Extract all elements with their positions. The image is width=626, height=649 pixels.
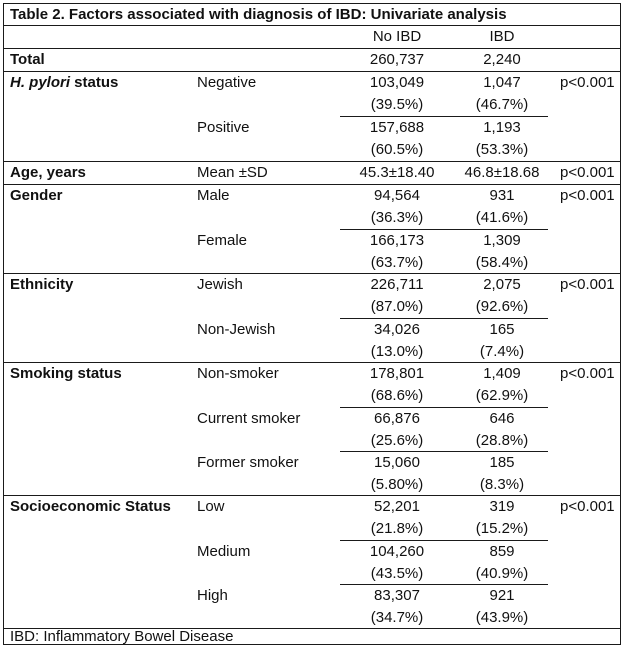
ses-sub-high: High [197,587,228,604]
age-p-value: p<0.001 [560,164,615,181]
value-count: 1,193 [483,119,521,136]
value-percent: (63.7%) [370,254,424,271]
value-percent: (53.3%) [475,141,529,158]
value-count: 921 [489,587,515,604]
value-count: 2,075 [483,276,521,293]
value-percent: (5.80%) [370,476,424,493]
value-count: 34,026 [374,321,420,338]
hpylori-positive-no-ibd [340,117,454,161]
value-percent: (43.5%) [370,565,424,582]
ses-medium-ibd [456,541,548,585]
value-percent: (28.8%) [475,432,529,449]
value-percent: (15.2%) [475,520,529,537]
ses-sub-low: Low [197,498,225,515]
age-ibd: 46.8±18.68 [464,164,540,181]
table-title: Table 2. Factors associated with diagnosis of IBD: Univariate analysis [10,6,507,23]
value-count: 319 [489,498,515,515]
smoking-non-smoker-no-ibd [340,363,454,407]
age-label: Age, years [10,164,86,181]
smoking-former-ibd [456,452,548,496]
total-no-ibd: 260,737 [369,51,425,68]
value-percent: (13.0%) [370,343,424,360]
ses-high-no-ibd [340,585,454,629]
hpylori-sub-positive: Positive [197,119,250,136]
value-count: 859 [489,543,515,560]
smoking-former-no-ibd [340,452,454,496]
ethnicity-sub-non-jewish: Non-Jewish [197,321,276,338]
value-count: 52,201 [374,498,420,515]
value-count: 226,711 [370,276,424,293]
hpylori-label-rest: status [70,74,119,91]
age-sub: Mean ±SD [197,164,268,181]
ethnicity-non-jewish-ibd [456,319,548,363]
value-percent: (8.3%) [479,476,525,493]
gender-female-ibd [456,230,548,274]
total-ibd: 2,240 [483,51,521,68]
hpylori-label-italic: H. pylori [10,74,71,91]
value-count: 66,876 [374,410,420,427]
value-count: 1,047 [483,74,521,91]
value-count: 1,409 [483,365,521,382]
column-header-no-ibd: No IBD [372,28,422,45]
value-percent: (25.6%) [370,432,424,449]
value-count: 94,564 [374,187,420,204]
value-count: 931 [489,187,515,204]
ethnicity-p-value: p<0.001 [560,276,615,293]
value-percent: (21.8%) [370,520,424,537]
value-percent: (46.7%) [475,96,529,113]
ses-p-value: p<0.001 [560,498,615,515]
ses-low-ibd [456,496,548,540]
value-percent: (39.5%) [370,96,424,113]
value-percent: (7.4%) [479,343,525,360]
value-percent: (58.4%) [475,254,529,271]
value-percent: (34.7%) [370,609,424,626]
value-count: 166,173 [369,232,425,249]
smoking-sub-current: Current smoker [197,410,301,427]
ses-medium-no-ibd [340,541,454,585]
ses-low-no-ibd [340,496,454,540]
hpylori-p-value: p<0.001 [560,74,615,91]
ethnicity-label: Ethnicity [10,276,74,293]
value-percent: (40.9%) [475,565,529,582]
table-footnote: IBD: Inflammatory Bowel Disease [10,628,234,645]
gender-male-ibd [456,185,548,229]
smoking-sub-non-smoker: Non-smoker [197,365,279,382]
smoking-current-ibd [456,408,548,452]
smoking-label: Smoking status [10,365,122,382]
gender-male-no-ibd [340,185,454,229]
value-percent: (41.6%) [475,209,529,226]
hpylori-negative-no-ibd [340,72,454,116]
ethnicity-sub-jewish: Jewish [197,276,243,293]
hpylori-negative-ibd [456,72,548,116]
hpylori-positive-ibd [456,117,548,161]
ses-label: Socioeconomic Status [10,498,171,515]
value-percent: (68.6%) [370,387,424,404]
value-count: 185 [489,454,515,471]
smoking-non-smoker-ibd [456,363,548,407]
gender-sub-female: Female [197,232,248,249]
value-percent: (36.3%) [370,209,424,226]
total-label: Total [10,51,45,68]
results-table [3,3,621,645]
gender-female-no-ibd [340,230,454,274]
gender-sub-male: Male [197,187,230,204]
value-percent: (87.0%) [370,298,424,315]
column-header-ibd: IBD [489,28,515,45]
value-count: 83,307 [374,587,420,604]
ethnicity-jewish-ibd [456,274,548,318]
ethnicity-non-jewish-no-ibd [340,319,454,363]
value-count: 157,688 [369,119,425,136]
value-percent: (92.6%) [475,298,529,315]
gender-label: Gender [10,187,63,204]
hpylori-sub-negative: Negative [197,74,257,91]
smoking-current-no-ibd [340,408,454,452]
ethnicity-jewish-no-ibd [340,274,454,318]
value-percent: (62.9%) [475,387,529,404]
value-count: 165 [489,321,515,338]
ses-high-ibd [456,585,548,629]
value-percent: (60.5%) [370,141,424,158]
value-count: 178,801 [369,365,425,382]
value-count: 15,060 [374,454,420,471]
age-no-ibd: 45.3±18.40 [359,164,435,181]
value-count: 1,309 [483,232,521,249]
ses-sub-medium: Medium [197,543,251,560]
value-count: 103,049 [369,74,425,91]
gender-p-value: p<0.001 [560,187,615,204]
value-count: 104,260 [369,543,425,560]
hpylori-label [10,72,118,94]
smoking-sub-former: Former smoker [197,454,299,471]
smoking-p-value: p<0.001 [560,365,615,382]
value-count: 646 [489,410,515,427]
value-percent: (43.9%) [475,609,529,626]
